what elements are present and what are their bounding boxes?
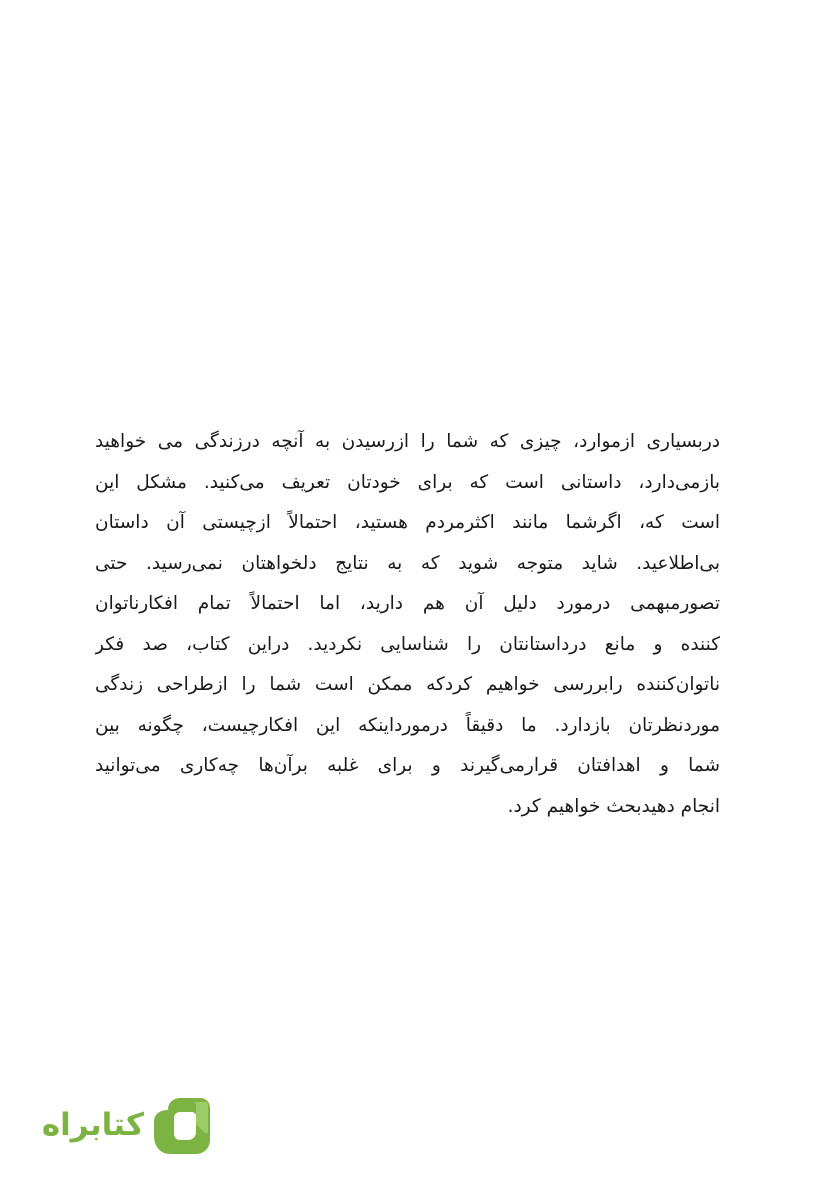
paragraph-line: انجام دهیدبحث خواهیم کرد.: [507, 795, 720, 817]
body-paragraph: [95, 422, 720, 827]
brand-name: کتابراه: [41, 1107, 144, 1143]
ketabrah-logo: [42, 1092, 212, 1158]
paragraph-line: ناتوان‌کننده رابررسی خواهیم کردکه ممکن است شما را ازطراحی زندگی: [95, 674, 720, 695]
paragraph-line: بی‌اطلاعید. شاید متوجه شوید که به نتایج دلخواهتان نمی‌رسید. حتی: [95, 552, 720, 574]
paragraph-line: است که، اگرشما مانند اکثرمردم هستید، احتمالاً ازچیستی آن داستان: [95, 512, 720, 533]
paragraph-line: شما و اهدافتان قرارمی‌گیرند و برای غلبه برآن‌ها چه‌کاری می‌توانید: [95, 755, 720, 776]
paragraph-line: بازمی‌دارد، داستانی است که برای خودتان تعریف می‌کنید. مشکل این: [95, 471, 720, 493]
paragraph-line: کننده و مانع درداستانتان را شناسایی نکردید. دراین کتاب، صد فکر: [95, 633, 720, 655]
paragraph-line: دربسیاری ازموارد، چیزی که شما را ازرسیدن به آنچه درزندگی می خواهید: [95, 431, 720, 452]
paragraph-line: تصورمبهمی درمورد دلیل آن هم دارید، اما احتمالاً تمام افکارناتوان: [95, 593, 720, 614]
paragraph-line: موردنظرتان بازدارد. ما دقیقاً درمورداینکه این افکارچیست، چگونه بین: [95, 714, 720, 736]
ketabrah-book-logo-icon: [148, 1092, 212, 1156]
